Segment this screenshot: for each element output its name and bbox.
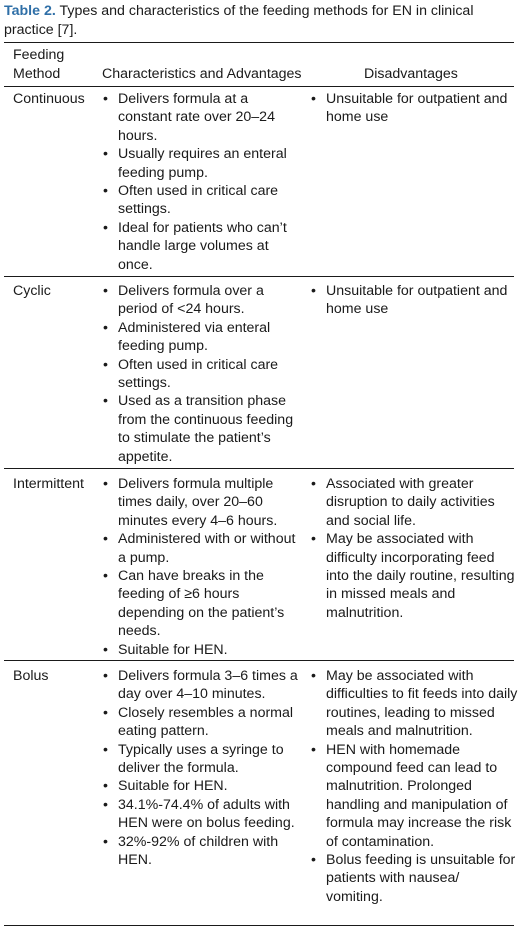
row-bolus-disadvantages xyxy=(310,667,518,906)
list-item-text: 34.1%-74.4% of adults with HEN were on bolus feeding. xyxy=(118,796,295,832)
list-item-text: Used as a transition phase from the continuous feeding to stimulate the patient’s appetite. xyxy=(118,393,294,465)
bullet-icon: • xyxy=(103,393,108,410)
bullet-icon: • xyxy=(103,668,108,684)
bullet-icon: • xyxy=(103,91,108,107)
list-item-text: Closely resembles a normal eating pattern. xyxy=(118,704,294,740)
list-item-text: Unsuitable for outpatient and home use xyxy=(326,91,508,126)
list-item-text: Ideal for patients who can’t handle large volumes at once. xyxy=(118,219,287,273)
table-top-rule xyxy=(4,42,514,43)
row-separator xyxy=(4,468,514,469)
row-bolus-method: Bolus xyxy=(13,668,49,684)
list-item xyxy=(102,833,302,870)
list-item xyxy=(310,851,518,906)
header-method-line2: Method xyxy=(13,65,61,82)
list-item xyxy=(102,356,302,393)
list-item xyxy=(102,475,302,530)
row-intermittent-method: Intermittent xyxy=(13,476,84,492)
bullet-icon: • xyxy=(311,91,316,107)
bullet-icon: • xyxy=(103,641,108,658)
bullet-icon: • xyxy=(103,741,108,758)
bullet-icon: • xyxy=(311,668,316,684)
table-caption-label: Table 2. xyxy=(4,3,56,19)
list-item-text: Unsuitable for outpatient and home use xyxy=(326,283,508,318)
list-item-text: Typically uses a syringe to deliver the formula. xyxy=(118,741,284,777)
list-item-text: Usually requires an enteral feeding pump. xyxy=(118,146,287,181)
row-cyclic-characteristics xyxy=(102,282,302,466)
header-feeding-method xyxy=(13,46,64,83)
header-method-line1: Feeding xyxy=(13,47,65,63)
list-item-text: HEN with homemade compound feed can lead to malnutrition. Prolonged handling and manipulation of formula may increase the risk of contamination. xyxy=(326,741,512,850)
bullet-icon: • xyxy=(311,852,316,869)
table-caption-text: Types and characteristics of the feeding methods for EN in clinical practice [7]. xyxy=(4,3,474,38)
list-item-text: Bolus feeding is unsuitable for patients with nausea/ vomiting. xyxy=(326,852,516,905)
list-item xyxy=(310,282,518,319)
row-bolus-characteristics xyxy=(102,667,302,869)
list-item xyxy=(102,530,302,567)
bullet-icon: • xyxy=(103,219,108,236)
row-intermittent-characteristics xyxy=(102,475,302,659)
bullet-icon: • xyxy=(311,741,316,758)
bullet-icon: • xyxy=(103,531,108,548)
bullet-icon: • xyxy=(103,568,108,585)
list-item xyxy=(310,90,518,127)
bullet-icon: • xyxy=(103,704,108,721)
bullet-icon: • xyxy=(103,796,108,813)
bullet-icon: • xyxy=(103,319,108,336)
header-bottom-rule xyxy=(4,86,514,87)
list-item-text: Delivers formula 3–6 times a day over 4–10 minutes. xyxy=(118,668,298,703)
list-item xyxy=(102,796,302,833)
list-item xyxy=(102,182,302,219)
list-item-text: Delivers formula multiple times daily, over 20–60 minutes every 4–6 hours. xyxy=(118,476,278,529)
bullet-icon: • xyxy=(103,146,108,163)
list-item xyxy=(102,667,302,704)
list-item xyxy=(102,777,302,795)
list-item-text: Administered via enteral feeding pump. xyxy=(118,319,271,355)
row-separator xyxy=(4,660,514,661)
bullet-icon: • xyxy=(103,183,108,200)
bullet-icon: • xyxy=(103,833,108,850)
row-continuous-disadvantages xyxy=(310,90,518,127)
list-item-text: Suitable for HEN. xyxy=(118,641,228,658)
list-item xyxy=(310,667,518,741)
header-disadvantages: Disadvantages xyxy=(364,66,458,82)
list-item-text: Suitable for HEN. xyxy=(118,778,228,795)
row-continuous-characteristics xyxy=(102,90,302,274)
list-item xyxy=(102,282,302,319)
row-cyclic-disadvantages xyxy=(310,282,518,319)
list-item-text: Can have breaks in the feeding of ≥6 hours depending on the patient’s needs. xyxy=(118,568,285,640)
bullet-icon: • xyxy=(311,283,316,299)
list-item-text: May be associated with difficulties to fit feeds into daily routines, leading to missed meals and malnutrition. xyxy=(326,668,518,740)
table-bottom-rule xyxy=(4,925,514,926)
bullet-icon: • xyxy=(103,283,108,299)
list-item-text: 32%-92% of children with HEN. xyxy=(118,833,279,869)
list-item xyxy=(310,530,518,622)
list-item xyxy=(310,741,518,851)
bullet-icon: • xyxy=(103,356,108,373)
list-item xyxy=(102,641,302,659)
list-item xyxy=(102,145,302,182)
bullet-icon: • xyxy=(103,778,108,795)
bullet-icon: • xyxy=(311,476,316,492)
bullet-icon: • xyxy=(103,476,108,492)
list-item xyxy=(102,319,302,356)
list-item-text: May be associated with difficulty incorporating feed into the daily routine, resulting in missed meals and malnutrition. xyxy=(326,531,515,621)
bullet-icon: • xyxy=(311,531,316,548)
list-item xyxy=(102,741,302,778)
list-item-text: Associated with greater disruption to daily activities and social life. xyxy=(326,476,495,529)
table-caption xyxy=(4,2,512,39)
row-cyclic-method: Cyclic xyxy=(13,283,51,299)
list-item xyxy=(102,567,302,641)
header-characteristics: Characteristics and Advantages xyxy=(102,66,302,82)
list-item-text: Delivers formula over a period of <24 hours. xyxy=(118,283,264,318)
list-item xyxy=(102,219,302,274)
list-item xyxy=(102,90,302,145)
row-continuous-method: Continuous xyxy=(13,91,85,107)
row-separator xyxy=(4,276,514,277)
list-item-text: Often used in critical care settings. xyxy=(118,356,279,392)
list-item-text: Administered with or without a pump. xyxy=(118,531,296,566)
list-item-text: Delivers formula at a constant rate over 20–24 hours. xyxy=(118,91,275,144)
list-item-text: Often used in critical care settings. xyxy=(118,183,279,218)
list-item xyxy=(310,475,518,530)
list-item xyxy=(102,392,302,466)
row-intermittent-disadvantages xyxy=(310,475,518,622)
list-item xyxy=(102,704,302,741)
